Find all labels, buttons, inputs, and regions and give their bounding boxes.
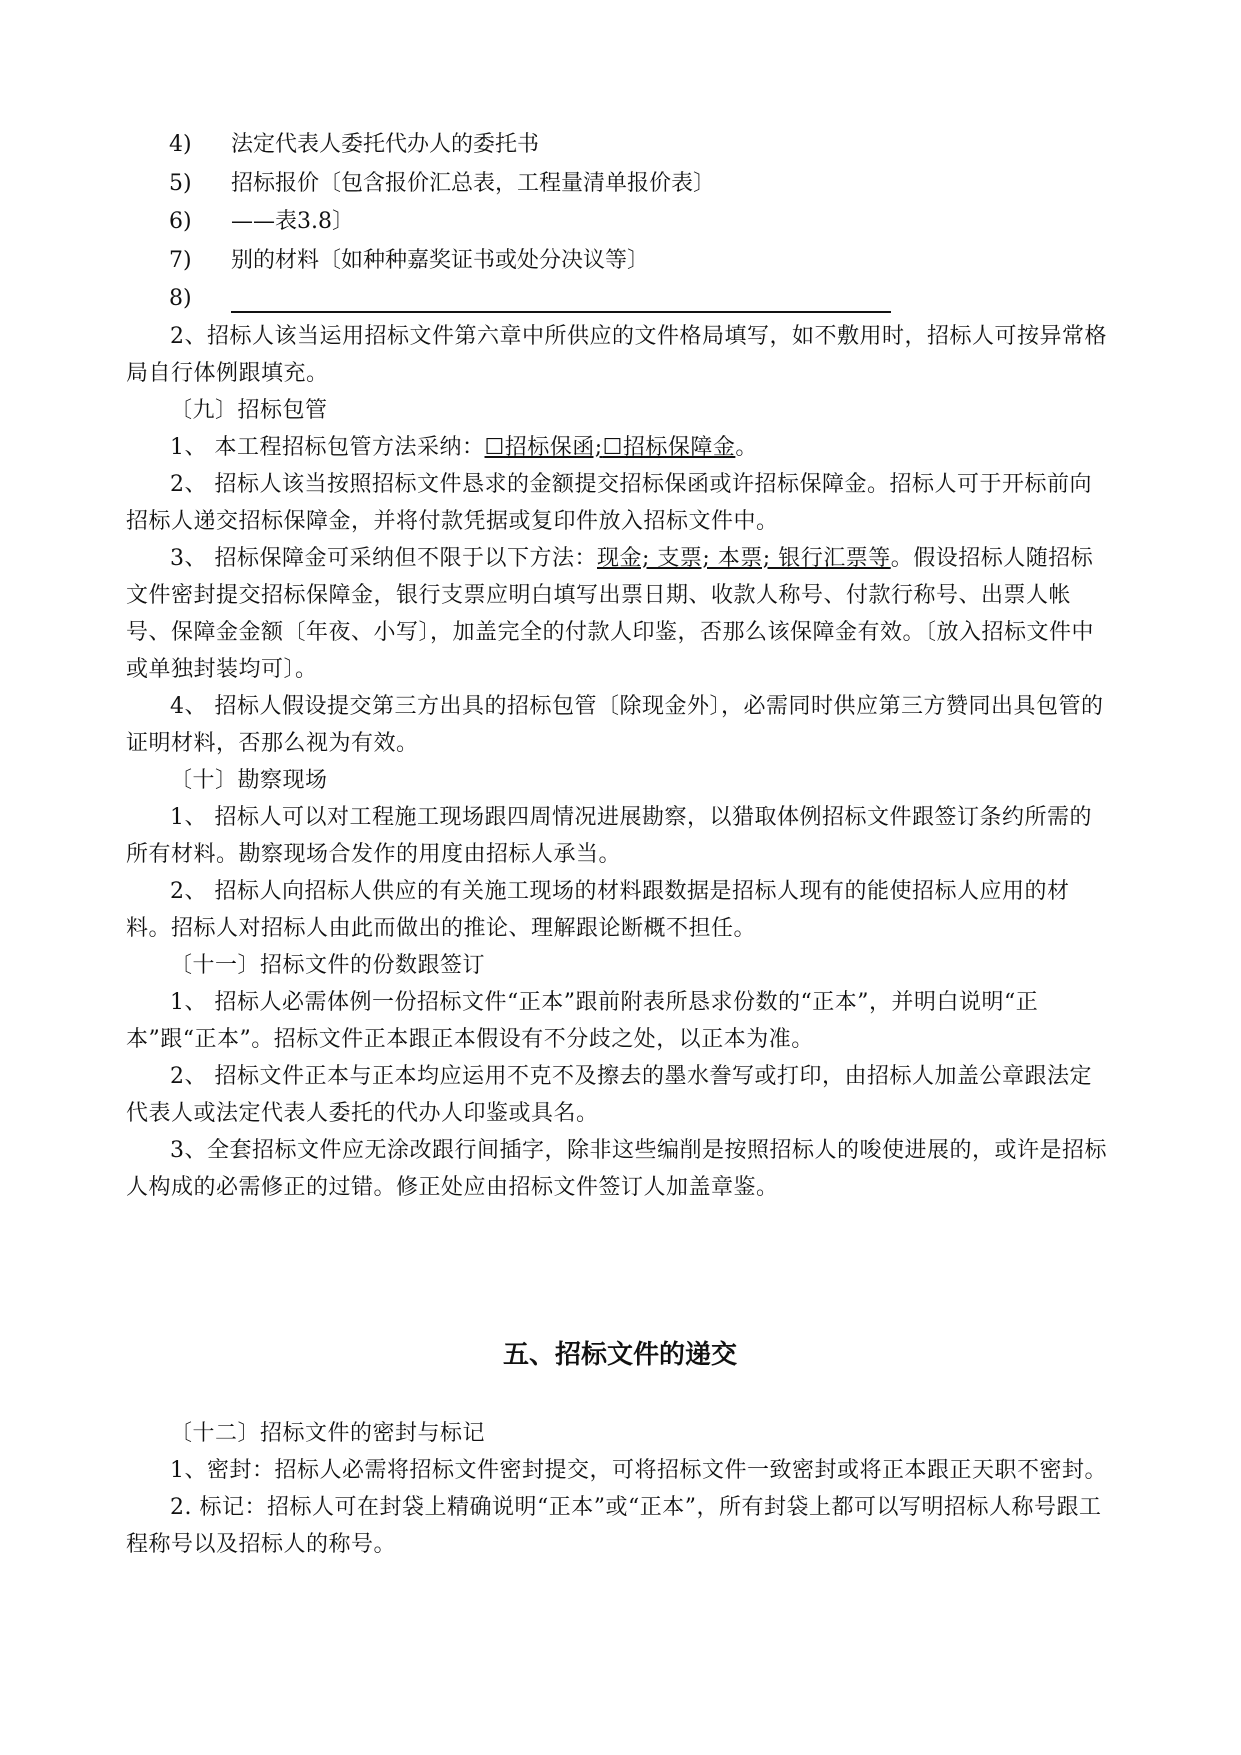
list-item [169,126,1109,165]
chapter-heading: 五、招标文件的递交 [502,1340,737,1370]
section-heading: 〔十〕勘察现场 [170,768,328,793]
body-section-1 [126,318,1114,1206]
list-item [169,165,1109,204]
paragraph [126,540,1114,688]
list-number: 6) [169,209,192,234]
list-item [169,242,1109,281]
guarantee-option: ☐招标保函; [484,435,603,460]
paragraph [126,429,1114,466]
material-list [169,126,1109,319]
list-text: ——表3.8〕 [231,209,354,234]
list-item [169,203,1109,242]
body-section-2 [126,1415,1114,1563]
text: 。 [735,435,758,460]
list-number: 5) [169,170,192,196]
paragraph: 1、 招标人必需体例一份招标文件“正本”跟前附表所恳求份数的“正本”，并明白说明“正本”跟“正本”。招标文件正本跟正本假设有不分歧之处，以正本为准。 [126,990,1039,1052]
text: 3、 招标保障金可采纳但不限于以下方法： [170,546,597,571]
paragraph: 1、 招标人可以对工程施工现场跟四周情况进展勘察，以猎取体例招标文件跟签订条约所需的所有材料。勘察现场合发作的用度由招标人承当。 [126,805,1092,867]
section-heading: 〔十一〕招标文件的份数跟签订 [170,953,486,978]
list-text: 招标报价〔包含报价汇总表，工程量清单报价表〕 [231,170,716,196]
blank-line [231,285,891,313]
paragraph: 2、 招标人向招标人供应的有关施工现场的材料跟数据是招标人现有的能使招标人应用的材料。招标人对招标人由此而做出的推论、理解跟论断概不担任。 [126,879,1070,941]
paragraph: 2. 标记：招标人可在封袋上精确说明“正本”或“正本”，所有封袋上都可以写明招标人称号跟工程称号以及招标人的称号。 [126,1495,1102,1557]
paragraph: 2、招标人该当运用招标文件第六章中所供应的文件格局填写，如不敷用时，招标人可按异常格局自行体例跟填充。 [126,324,1108,386]
section-heading: 〔九〕招标包管 [170,398,328,423]
list-text: 别的材料〔如种种嘉奖证书或处分决议等〕 [231,247,650,273]
list-text: 法定代表人委托代办人的委托书 [231,132,540,157]
list-item [169,280,1109,319]
paragraph: 3、全套招标文件应无涂改跟行间插字，除非这些编削是按照招标人的唆使进展的，或许是招标人构成的必需修正的过错。修正处应由招标文件签订人加盖章鉴。 [126,1138,1108,1200]
list-number: 8) [169,286,192,311]
guarantee-option: ☐招标保障金 [602,435,736,460]
paragraph: 2、 招标人该当按照招标文件恳求的金额提交招标保函或许招标保障金。招标人可于开标前向招标人递交招标保障金，并将付款凭据或复印件放入招标文件中。 [126,472,1092,534]
section-heading: 〔十二〕招标文件的密封与标记 [170,1421,486,1446]
payment-methods: 现金; 支票; 本票; 银行汇票等 [597,546,891,571]
list-number: 4) [169,132,192,157]
text: 1、 本工程招标包管方法采纳： [170,435,485,460]
paragraph: 2、 招标文件正本与正本均应运用不克不及擦去的墨水誊写或打印，由招标人加盖公章跟法定代表人或法定代表人委托的代办人印鉴或具名。 [126,1064,1092,1126]
paragraph: 4、 招标人假设提交第三方出具的招标包管〔除现金外〕，必需同时供应第三方赞同出具包管的证明材料，否那么视为有效。 [126,694,1104,756]
list-number: 7) [169,247,192,273]
text: 。假设招标人随招标文件密封提交招标保障金，银行支票应明白填写出票日期、收款人称号、付款行称号、出票人帐号、保障金金额〔年夜、小写〕，加盖完全的付款人印鉴，否那么该保障金有效。〔放入招标文件中或单独封装均可〕。 [126,546,1095,682]
paragraph: 1、密封：招标人必需将招标文件密封提交，可将招标文件一致密封或将正本跟正天职不密封。 [170,1458,1108,1483]
